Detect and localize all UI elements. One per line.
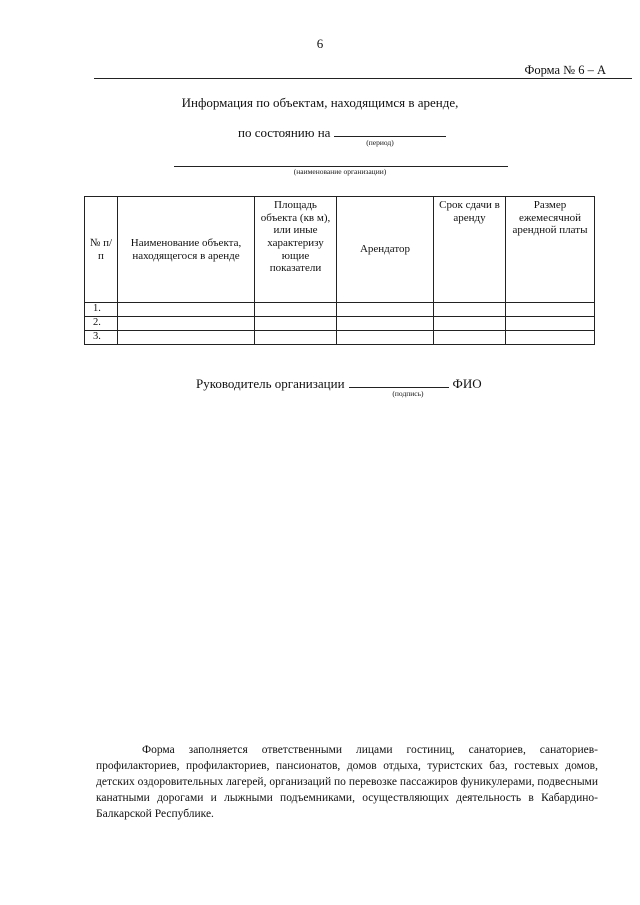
table-row: [85, 331, 595, 345]
header-number: № п/п: [85, 197, 118, 303]
period-blank: [334, 126, 446, 137]
cell-area[interactable]: [255, 317, 337, 331]
cell-object-name[interactable]: [118, 317, 255, 331]
lease-objects-table: [84, 196, 595, 345]
signature-blank: [349, 377, 449, 388]
cell-term[interactable]: [434, 331, 506, 345]
header-area: Площадь объекта (кв м), или иные характеризу ющие показатели: [255, 197, 337, 303]
organization-caption: (наименование организации): [293, 167, 387, 176]
cell-rent[interactable]: [506, 331, 595, 345]
header-tenant: Арендатор: [337, 197, 434, 303]
cell-object-name[interactable]: [118, 331, 255, 345]
table-row: [85, 317, 595, 331]
header-term: Срок сдачи в аренду: [434, 197, 506, 303]
signature-name: ФИО: [452, 376, 482, 391]
signature-label: Руководитель организации: [196, 376, 345, 391]
table-header-row: [85, 197, 595, 303]
cell-term[interactable]: [434, 303, 506, 317]
cell-area[interactable]: [255, 331, 337, 345]
form-label: Форма № 6 – А: [524, 63, 606, 77]
form-note: Форма заполняется ответственными лицами гостиниц, санаториев, санаториев-профилакториев, профилакториев, пансионатов, домов отдыха, туристских баз, гостевых домов, детских оздоровительных лагерей, организаций по перевозке пассажиров фуникулерами, подвесными канатными дорогами и лыжными подъемниками, осуществляющих деятельность в Кабардино-Балкарской Республике.: [96, 744, 598, 820]
as-of-label: по состоянию на: [238, 125, 331, 140]
cell-area[interactable]: [255, 303, 337, 317]
as-of-line: [238, 125, 446, 141]
cell-tenant[interactable]: [337, 303, 434, 317]
row-number: 1.: [85, 303, 118, 317]
cell-rent[interactable]: [506, 303, 595, 317]
header-rule: [94, 78, 632, 79]
page-number: 6: [316, 36, 324, 51]
table-row: [85, 303, 595, 317]
header-object-name: Наименование объекта, находящегося в аренде: [118, 197, 255, 303]
row-number: 2.: [85, 317, 118, 331]
header-rent: Размер ежемесячной арендной платы: [506, 197, 595, 303]
cell-tenant[interactable]: [337, 331, 434, 345]
row-number: 3.: [85, 331, 118, 345]
document-title: Информация по объектам, находящимся в аренде,: [181, 95, 459, 110]
signature-line: [196, 376, 482, 392]
period-caption: (период): [366, 138, 394, 147]
cell-object-name[interactable]: [118, 303, 255, 317]
cell-rent[interactable]: [506, 317, 595, 331]
cell-term[interactable]: [434, 317, 506, 331]
signature-caption: (подпись): [392, 389, 424, 398]
cell-tenant[interactable]: [337, 317, 434, 331]
